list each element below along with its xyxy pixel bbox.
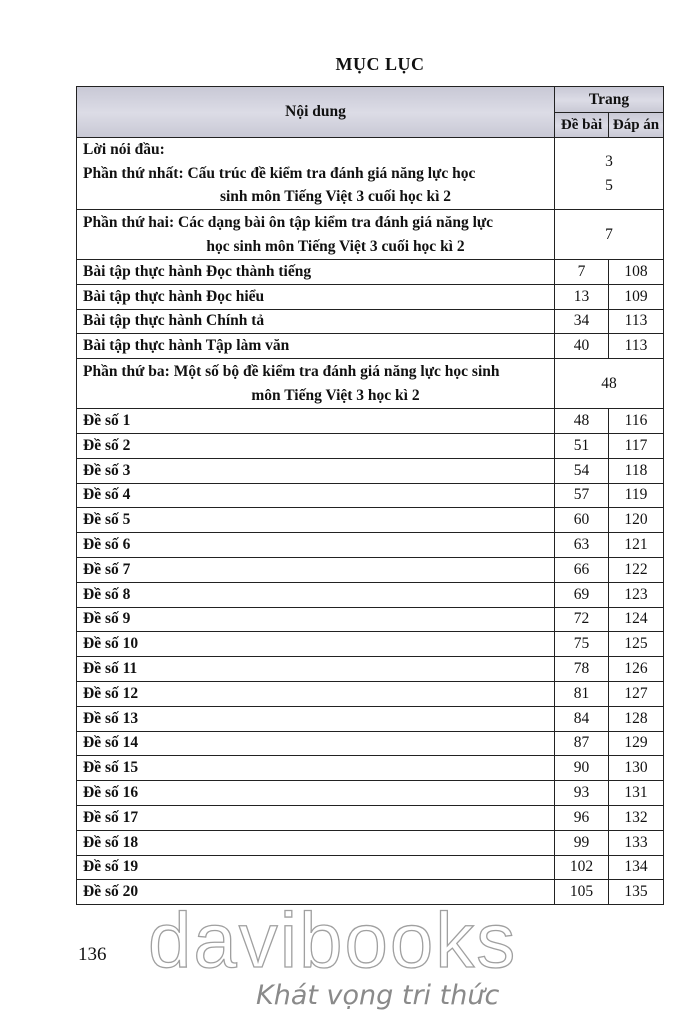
practice-row-label: Bài tập thực hành Chính tả	[77, 309, 555, 334]
practice-row-answer-page: 108	[609, 260, 664, 285]
test-row-label: Đề số 5	[77, 508, 555, 533]
test-row	[77, 756, 664, 781]
test-row-answer-page: 123	[609, 582, 664, 607]
test-row-answer-page: 129	[609, 731, 664, 756]
test-row-answer-page: 131	[609, 781, 664, 806]
practice-row	[77, 284, 664, 309]
practice-row-exercise-page: 40	[555, 334, 609, 359]
intro-line-3: sinh môn Tiếng Việt 3 cuối học kì 2	[219, 188, 452, 206]
part3-text	[77, 359, 555, 409]
intro-page-2: 5	[605, 176, 613, 194]
practice-row-answer-page: 109	[609, 284, 664, 309]
page-title: MỤC LỤC	[335, 54, 425, 74]
test-row	[77, 706, 664, 731]
test-row-label: Đề số 13	[77, 706, 555, 731]
test-row-answer-page: 128	[609, 706, 664, 731]
test-row-exercise-page: 57	[555, 483, 609, 508]
header-content: Nội dung	[77, 87, 555, 138]
test-row-answer-page: 121	[609, 533, 664, 558]
header-row	[77, 87, 664, 113]
intro-page-1: 3	[605, 153, 613, 170]
practice-row-exercise-page: 34	[555, 309, 609, 334]
test-row-answer-page: 117	[609, 433, 664, 458]
practice-row-label: Bài tập thực hành Đọc thành tiếng	[77, 260, 555, 285]
watermark-logo: davibooks	[148, 896, 518, 984]
test-row	[77, 433, 664, 458]
test-row-exercise-page: 66	[555, 557, 609, 582]
intro-text	[77, 138, 555, 210]
test-row-exercise-page: 72	[555, 607, 609, 632]
test-row-answer-page: 122	[609, 557, 664, 582]
test-row-answer-page: 133	[609, 830, 664, 855]
test-row-answer-page: 125	[609, 632, 664, 657]
practice-row	[77, 309, 664, 334]
header-page: Trang	[555, 87, 664, 113]
test-row-label: Đề số 20	[77, 880, 555, 905]
test-row-label: Đề số 1	[77, 409, 555, 434]
test-row-label: Đề số 16	[77, 781, 555, 806]
intro-row	[77, 138, 664, 210]
test-row-exercise-page: 102	[555, 855, 609, 880]
test-row-answer-page: 134	[609, 855, 664, 880]
test-row-label: Đề số 14	[77, 731, 555, 756]
test-row-answer-page: 116	[609, 409, 664, 434]
test-row	[77, 582, 664, 607]
test-row	[77, 855, 664, 880]
practice-row-answer-page: 113	[609, 334, 664, 359]
test-row-answer-page: 126	[609, 657, 664, 682]
test-row-answer-page: 119	[609, 483, 664, 508]
test-row	[77, 607, 664, 632]
test-row-answer-page: 118	[609, 458, 664, 483]
test-row	[77, 805, 664, 830]
test-row-exercise-page: 84	[555, 706, 609, 731]
practice-row-exercise-page: 7	[555, 260, 609, 285]
test-row-label: Đề số 17	[77, 805, 555, 830]
test-row	[77, 483, 664, 508]
part2-page: 7	[555, 210, 664, 260]
page-number: 136	[78, 944, 107, 965]
part2-line-2: học sinh môn Tiếng Việt 3 cuối học kì 2	[206, 237, 465, 255]
part3-line-2: môn Tiếng Việt 3 học kì 2	[251, 386, 420, 404]
watermark-slogan: Khát vọng tri thức	[256, 980, 500, 1011]
test-row	[77, 557, 664, 582]
practice-row	[77, 334, 664, 359]
test-row-label: Đề số 11	[77, 657, 555, 682]
header-answer: Đáp án	[609, 113, 664, 138]
test-row-label: Đề số 6	[77, 533, 555, 558]
test-row-exercise-page: 60	[555, 508, 609, 533]
test-row-exercise-page: 75	[555, 632, 609, 657]
test-row-answer-page: 120	[609, 508, 664, 533]
test-row	[77, 781, 664, 806]
test-row-answer-page: 124	[609, 607, 664, 632]
practice-row-exercise-page: 13	[555, 284, 609, 309]
test-row-exercise-page: 90	[555, 756, 609, 781]
practice-row-answer-page: 113	[609, 309, 664, 334]
part3-line-1: Phần thứ ba: Một số bộ đề kiểm tra đánh giá năng lực học sinh	[83, 363, 500, 381]
test-row	[77, 508, 664, 533]
intro-pages	[555, 138, 664, 210]
test-row-answer-page: 130	[609, 756, 664, 781]
test-row-answer-page: 127	[609, 681, 664, 706]
test-row-label: Đề số 2	[77, 433, 555, 458]
test-row-exercise-page: 69	[555, 582, 609, 607]
test-row-label: Đề số 15	[77, 756, 555, 781]
part2-text	[77, 210, 555, 260]
test-row-exercise-page: 78	[555, 657, 609, 682]
test-row	[77, 533, 664, 558]
intro-line-2: Phần thứ nhất: Cấu trúc đề kiểm tra đánh giá năng lực học	[83, 164, 476, 182]
test-row-exercise-page: 93	[555, 781, 609, 806]
practice-section	[77, 260, 664, 359]
tests-section	[77, 409, 664, 905]
test-row-exercise-page: 87	[555, 731, 609, 756]
table-of-contents	[76, 86, 664, 905]
part3-row	[77, 359, 664, 409]
part2-row	[77, 210, 664, 260]
test-row-label: Đề số 18	[77, 830, 555, 855]
test-row-exercise-page: 105	[555, 880, 609, 905]
test-row-label: Đề số 10	[77, 632, 555, 657]
header-exercise: Đề bài	[555, 113, 609, 138]
test-row-exercise-page: 96	[555, 805, 609, 830]
test-row	[77, 458, 664, 483]
test-row-label: Đề số 12	[77, 681, 555, 706]
test-row-label: Đề số 19	[77, 855, 555, 880]
test-row-exercise-page: 63	[555, 533, 609, 558]
part2-line-1: Phần thứ hai: Các dạng bài ôn tập kiểm tra đánh giá năng lực	[83, 214, 494, 231]
test-row	[77, 632, 664, 657]
test-row-answer-page: 135	[609, 880, 664, 905]
test-row-exercise-page: 99	[555, 830, 609, 855]
test-row	[77, 681, 664, 706]
test-row-label: Đề số 3	[77, 458, 555, 483]
test-row-exercise-page: 48	[555, 409, 609, 434]
test-row-label: Đề số 9	[77, 607, 555, 632]
part3-page: 48	[555, 359, 664, 409]
test-row-exercise-page: 51	[555, 433, 609, 458]
practice-row-label: Bài tập thực hành Đọc hiểu	[77, 284, 555, 309]
practice-row-label: Bài tập thực hành Tập làm văn	[77, 334, 555, 359]
test-row-answer-page: 132	[609, 805, 664, 830]
test-row	[77, 409, 664, 434]
test-row	[77, 657, 664, 682]
test-row	[77, 830, 664, 855]
intro-line-1: Lời nói đầu:	[83, 141, 165, 159]
test-row-exercise-page: 54	[555, 458, 609, 483]
test-row-label: Đề số 4	[77, 483, 555, 508]
test-row-label: Đề số 8	[77, 582, 555, 607]
test-row-label: Đề số 7	[77, 557, 555, 582]
test-row	[77, 731, 664, 756]
test-row-exercise-page: 81	[555, 681, 609, 706]
practice-row	[77, 260, 664, 285]
